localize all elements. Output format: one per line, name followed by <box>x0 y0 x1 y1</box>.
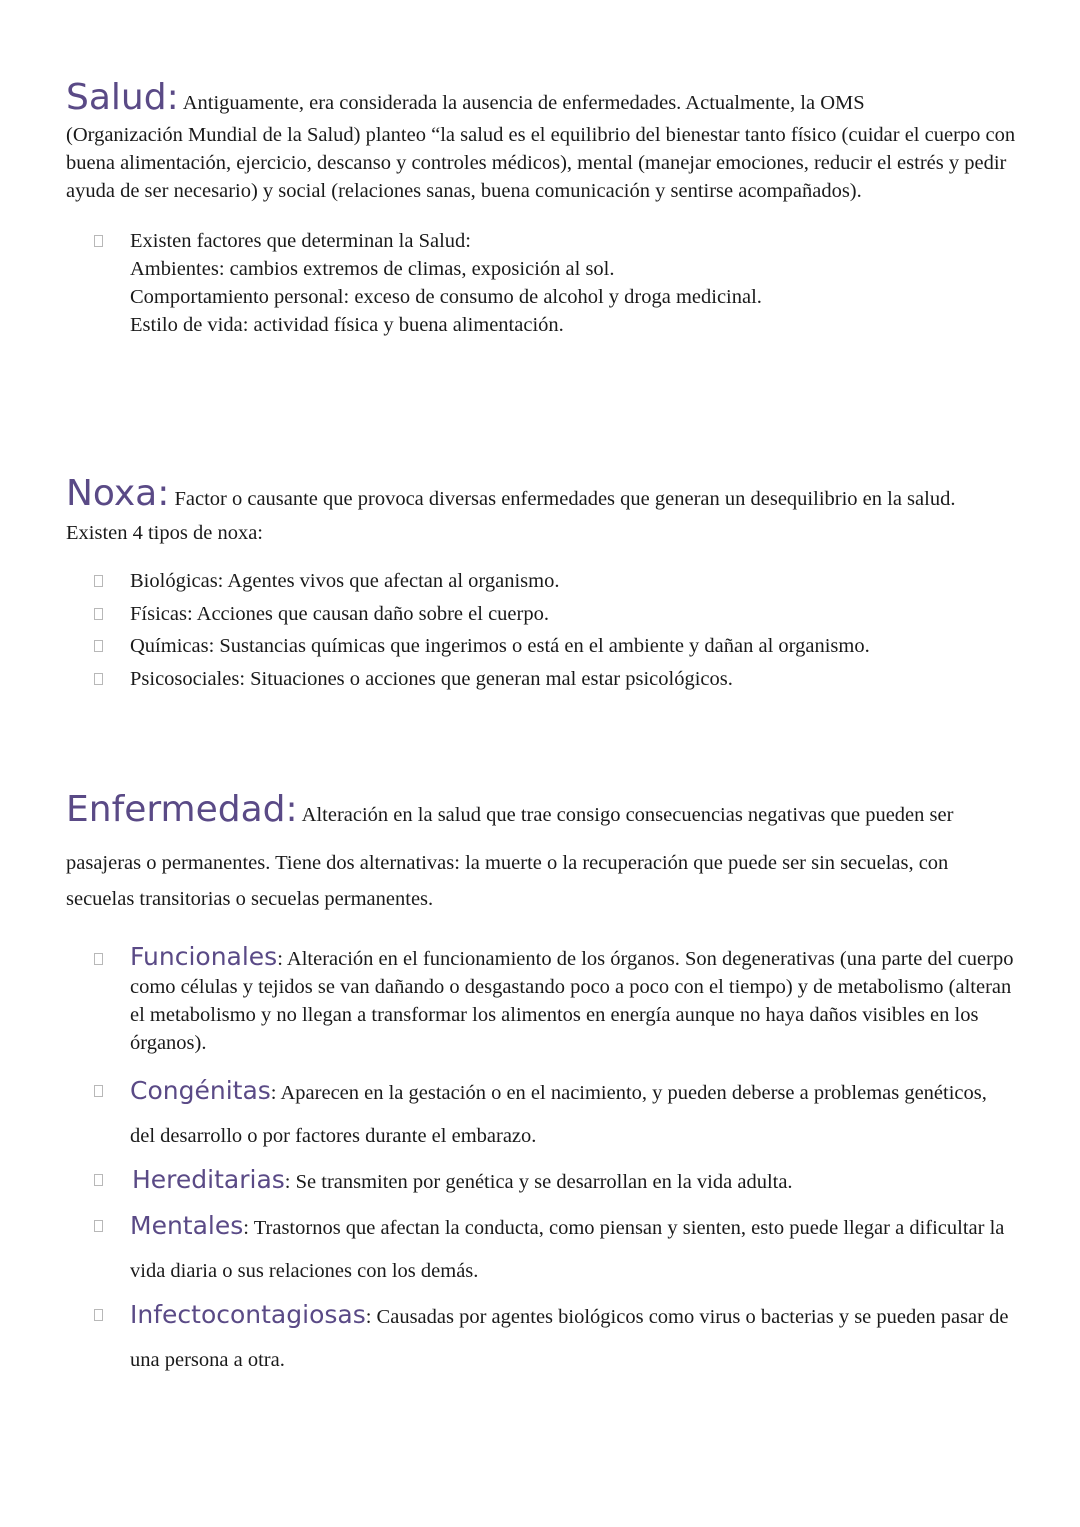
list-item <box>66 567 1016 595</box>
noxa-heading: Noxa: <box>66 473 170 514</box>
checkbox-bullet-icon <box>94 1085 103 1097</box>
type-text-congenitas: : Aparecen en la gestación o en el nacimiento, y pueden deberse a problemas genéticos, del desarrollo o por factores durante el embarazo. <box>130 1082 987 1147</box>
checkbox-bullet-icon <box>94 608 103 620</box>
list-item <box>66 227 1016 339</box>
list-item <box>66 600 1016 628</box>
type-name-mentales: Mentales <box>130 1211 244 1240</box>
list-item <box>66 1293 1016 1382</box>
list-item <box>66 1204 1016 1293</box>
list-item <box>66 665 1016 693</box>
enfermedad-definition: pasajeras o permanentes. Tiene dos alternativas: la muerte o la recuperación que puede ser sin secuelas, con secuelas transitorias o secuelas permanentes. <box>66 852 949 910</box>
list-item <box>66 1158 1016 1204</box>
type-text-mentales: : Trastornos que afectan la conducta, como piensan y sienten, esto puede llegar a dificultar la vida diaria o sus relaciones con los demás. <box>130 1217 1005 1282</box>
list-item <box>66 943 1016 1057</box>
noxa-paragraph <box>66 473 1016 514</box>
factors-intro: Existen factores que determinan la Salud: <box>130 230 471 252</box>
list-item <box>66 1069 1016 1158</box>
salud-definition: (Organización Mundial de la Salud) planteo “la salud es el equilibrio del bienestar tanto físico (cuidar el cuerpo con buena alimentación, ejercicio, descanso y controles médicos), mental (manejar emociones, reducir el estrés y pedir ayuda de ser necesario) y social (relaciones sanas, buena comunicación y sentirse acompañados). <box>66 124 1016 202</box>
noxa-first-line: Factor o causante que provoca diversas enfermedades que generan un desequilibrio en la salud. <box>174 488 956 510</box>
noxa-types-intro: Existen 4 tipos de noxa: <box>66 522 264 544</box>
type-name-infectocontagiosas: Infectocontagiosas <box>130 1300 366 1329</box>
noxa-section <box>66 473 1016 693</box>
type-name-funcionales: Funcionales <box>130 942 278 971</box>
enfermedad-section <box>66 789 1016 1382</box>
enfermedad-first-line: Alteración en la salud que trae consigo consecuencias negativas que pueden ser <box>301 804 954 826</box>
noxa-types-list <box>66 567 1016 693</box>
enfermedad-types-list <box>66 943 1016 1382</box>
salud-factors-list <box>66 227 1016 339</box>
salud-heading: Salud: <box>66 77 179 118</box>
checkbox-bullet-icon <box>94 640 103 652</box>
list-item <box>66 632 1016 660</box>
salud-paragraph <box>66 77 1016 118</box>
noxa-psicosociales: Psicosociales: Situaciones o acciones que generan mal estar psicológicos. <box>130 667 733 690</box>
checkbox-bullet-icon <box>94 1220 103 1232</box>
enfermedad-heading: Enfermedad: <box>66 789 298 830</box>
salud-section <box>66 77 1016 339</box>
salud-first-line: Antiguamente, era considerada la ausencia de enfermedades. Actualmente, la OMS <box>182 92 865 114</box>
factor-comportamiento: Comportamiento personal: exceso de consumo de alcohol y droga medicinal. <box>130 286 762 308</box>
type-name-congenitas: Congénitas <box>130 1076 271 1105</box>
type-text-funcionales: : Alteración en el funcionamiento de los órganos. Son degenerativas (una parte del cuerpo como células y tejidos se van dañando o desgastando poco a poco con el tiempo) y de metabolismo (alteran el metabolismo y no llegan a transformar los alimentos en energía aunque no haya daños visibles en los órganos). <box>130 948 1014 1054</box>
type-name-hereditarias: Hereditarias <box>132 1165 285 1194</box>
checkbox-bullet-icon <box>94 953 103 965</box>
type-text-hereditarias: : Se transmiten por genética y se desarrollan en la vida adulta. <box>284 1171 793 1193</box>
checkbox-bullet-icon <box>94 1174 103 1186</box>
checkbox-bullet-icon <box>94 1309 103 1321</box>
type-text-infectocontagiosas: : Causadas por agentes biológicos como virus o bacterias y se pueden pasar de una persona a otra. <box>130 1306 1009 1371</box>
checkbox-bullet-icon <box>94 673 103 685</box>
factor-estilo-de-vida: Estilo de vida: actividad física y buena alimentación. <box>130 314 564 336</box>
checkbox-bullet-icon <box>94 235 103 247</box>
checkbox-bullet-icon <box>94 575 103 587</box>
noxa-quimicas: Químicas: Sustancias químicas que ingerimos o está en el ambiente y dañan al organismo. <box>130 635 870 657</box>
factor-ambientes: Ambientes: cambios extremos de climas, exposición al sol. <box>130 258 615 280</box>
enfermedad-paragraph <box>66 789 1016 830</box>
noxa-biologicas: Biológicas: Agentes vivos que afectan al organismo. <box>130 570 560 592</box>
noxa-fisicas: Físicas: Acciones que causan daño sobre el cuerpo. <box>130 602 549 625</box>
